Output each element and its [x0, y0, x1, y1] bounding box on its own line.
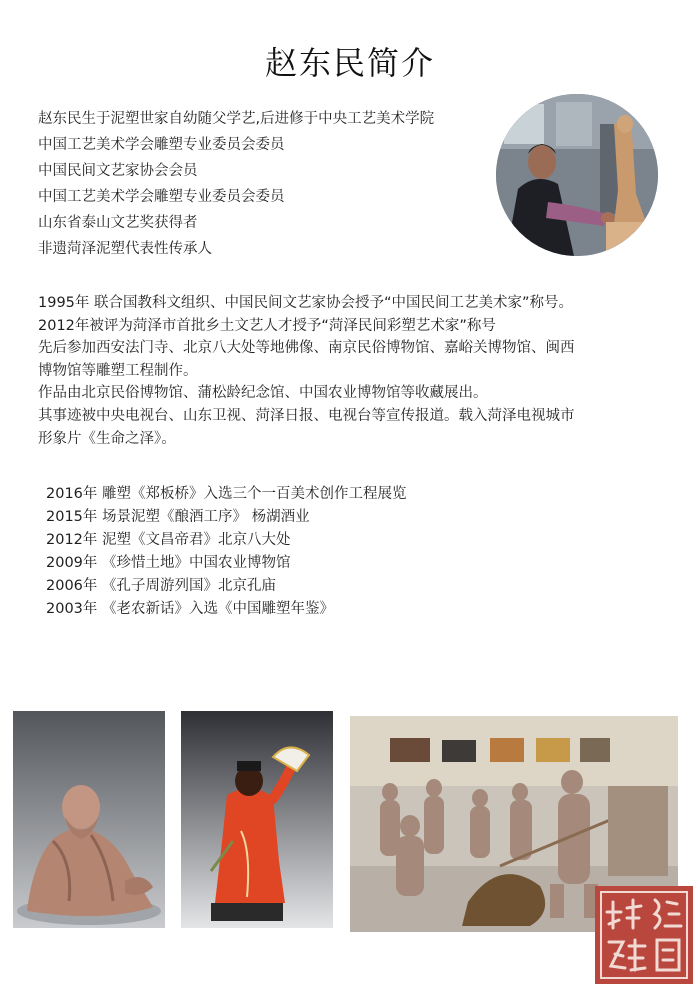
award-line: 2012年被评为菏泽市首批乡土文艺人才授予“菏泽民间彩塑艺术家”称号: [38, 317, 496, 334]
seal-stamp: [593, 884, 695, 986]
intro-section: [38, 106, 498, 262]
award-line: 先后参加西安法门寺、北京八大处等地佛像、南京民俗博物馆、嘉峪关博物馆、闽西: [38, 340, 575, 357]
award-line: 作品由北京民俗博物馆、蒲松龄纪念馆、中国农业博物馆等收藏展出。: [38, 385, 488, 402]
works-list: [46, 483, 646, 621]
intro-line: 中国民间文艺家协会会员: [38, 163, 198, 179]
award-line: 博物馆等雕塑工程制作。: [38, 362, 198, 379]
work-item: 2016年 雕塑《郑板桥》入选三个一百美术创作工程展览: [46, 486, 407, 502]
awards-section: [38, 292, 678, 450]
work-item: 2003年 《老农新话》入选《中国雕塑年鉴》: [46, 601, 335, 617]
intro-line: 非遗菏泽泥塑代表性传承人: [38, 241, 212, 257]
intro-line: 中国工艺美术学会雕塑专业委员会委员: [38, 137, 285, 153]
intro-line: 中国工艺美术学会雕塑专业委员会委员: [38, 189, 285, 205]
work-item: 2006年 《孔子周游列国》北京孔庙: [46, 578, 277, 594]
red-robed-figure-sculpture-photo: [181, 711, 333, 928]
work-item: 2012年 泥塑《文昌帝君》北京八大处: [46, 532, 291, 548]
work-item: 2009年 《珍惜土地》中国农业博物馆: [46, 555, 291, 571]
award-line: 1995年 联合国教科文组织、中国民间文艺家协会授予“中国民间工艺美术家”称号。: [38, 295, 574, 311]
intro-line: 赵东民生于泥塑世家自幼随父学艺,后进修于中央工艺美术学院: [38, 111, 435, 127]
work-item: 2015年 场景泥塑《酿酒工序》 杨湖酒业: [46, 509, 310, 525]
award-line: 形象片《生命之泽》。: [38, 430, 176, 447]
award-line: 其事迹被中央电视台、山东卫视、菏泽日报、电视台等宣传报道。载入菏泽电视城市: [38, 407, 575, 424]
intro-line: 山东省泰山文艺奖获得者: [38, 215, 198, 231]
page-title: 赵东民简介: [264, 44, 435, 82]
clay-elder-sculpture-photo: [13, 711, 165, 928]
artist-portrait: [496, 94, 658, 256]
